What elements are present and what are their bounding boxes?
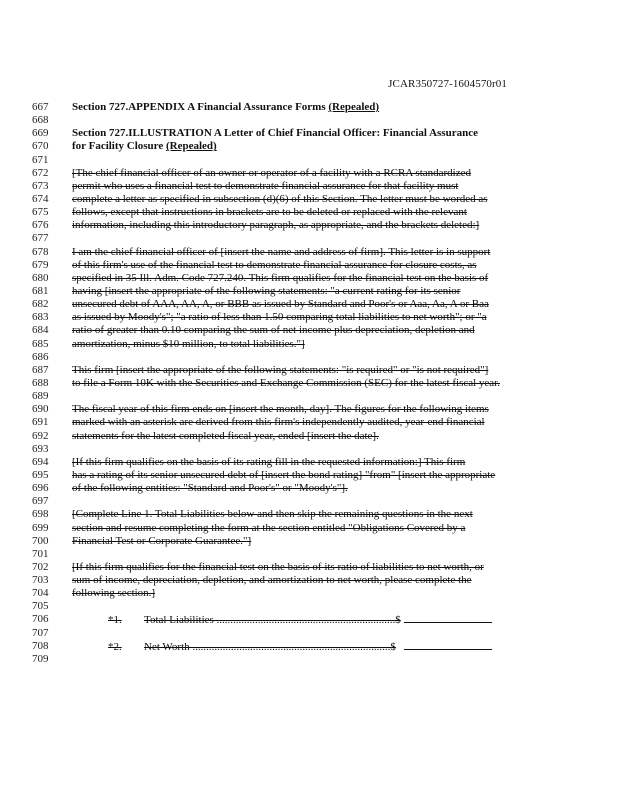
text-line — [32, 311, 552, 324]
text-line — [32, 495, 552, 508]
line-text — [72, 324, 552, 337]
text-line — [32, 561, 552, 574]
line-text — [72, 351, 552, 364]
struck-text: ratio of greater than 0.10 comparing the sum of net income plus depreciation, depletion and — [72, 324, 475, 337]
line-number: 699 — [32, 521, 49, 534]
line-numbered-text — [32, 101, 552, 666]
line-number: 704 — [32, 587, 49, 600]
text-line — [32, 469, 552, 482]
line-text — [72, 167, 552, 180]
text-line — [32, 206, 552, 219]
line-text — [72, 259, 552, 272]
line-number: 709 — [32, 652, 49, 665]
repealed-marker: (Repealed) — [328, 101, 380, 113]
struck-text: marked with an asterisk are derived from this firm's independently audited, year-end financial — [72, 416, 485, 429]
line-number: 693 — [32, 442, 49, 455]
text-line — [32, 232, 552, 245]
struck-text: section and resume completing the form at the section entitled "Obligations Covered by a — [72, 521, 466, 534]
form-item-label: Net Worth ........................................................................$ — [144, 640, 396, 653]
amount-blank — [404, 640, 492, 650]
text-line — [32, 101, 552, 114]
line-text — [72, 587, 552, 600]
line-text — [72, 246, 552, 259]
line-number: 672 — [32, 166, 49, 179]
line-number: 667 — [32, 101, 49, 113]
line-text — [72, 364, 552, 377]
line-text — [72, 613, 552, 626]
line-text — [72, 377, 552, 390]
text-line — [32, 154, 552, 167]
line-number: 701 — [32, 547, 49, 560]
line-text — [72, 390, 552, 403]
repealed-marker: (Repealed) — [166, 140, 217, 153]
line-text — [72, 495, 552, 508]
line-number: 669 — [32, 127, 49, 140]
struck-text: of this firm's use of the financial test to demonstrate financial assurance for closure costs, as — [72, 258, 477, 271]
line-text — [72, 140, 552, 153]
line-text — [72, 127, 552, 140]
line-number: 668 — [32, 114, 49, 127]
line-text — [72, 548, 552, 561]
form-item-number: *1. — [108, 614, 122, 627]
line-text — [72, 600, 552, 613]
line-text — [72, 193, 552, 206]
line-text — [72, 232, 552, 245]
text-line — [32, 140, 552, 153]
struck-text: information, including this introductory paragraph, as appropriate, and the brackets deleted:] — [72, 219, 480, 232]
text-line — [32, 246, 552, 259]
line-number: 703 — [32, 574, 49, 587]
text-line — [32, 535, 552, 548]
struck-text: sum of income, depreciation, depletion, and amortization to net worth, please complete the — [72, 574, 472, 587]
line-number: 706 — [32, 613, 49, 626]
line-text — [72, 469, 552, 482]
line-number: 671 — [32, 153, 49, 166]
line-text — [72, 180, 552, 193]
text-line — [32, 600, 552, 613]
line-number: 702 — [32, 560, 49, 573]
struck-text: [If this firm qualifies for the financial test on the basis of its ratio of liabilities to net worth, or — [72, 560, 484, 573]
text-line — [32, 338, 552, 351]
line-text — [72, 653, 552, 666]
text-line — [32, 653, 552, 666]
line-number: 692 — [32, 429, 49, 442]
line-text — [72, 154, 552, 167]
struck-text: following section.] — [72, 587, 156, 600]
line-number: 697 — [32, 495, 49, 508]
text-line — [32, 390, 552, 403]
line-text — [72, 627, 552, 640]
line-number: 688 — [32, 376, 49, 389]
text-line — [32, 627, 552, 640]
line-text — [72, 298, 552, 311]
text-line — [32, 508, 552, 521]
line-text — [72, 206, 552, 219]
line-number: 679 — [32, 258, 49, 271]
text-line — [32, 272, 552, 285]
line-text — [72, 338, 552, 351]
struck-text: having [insert the appropriate of the following statements: "a current rating for its senior — [72, 284, 461, 297]
struck-text: [The chief financial officer of an owner or operator of a facility with a RCRA standardized — [72, 166, 472, 179]
line-text — [72, 443, 552, 456]
line-number: 674 — [32, 192, 49, 205]
struck-text: [Complete Line 1. Total Liabilities below and then skip the remaining questions in the next — [72, 508, 473, 521]
line-text — [72, 311, 552, 324]
text-line — [32, 114, 552, 127]
form-item-number: *2. — [108, 640, 122, 653]
text-line — [32, 574, 552, 587]
text-line — [32, 613, 552, 626]
section-heading-text: for Facility Closure — [72, 140, 166, 153]
text-line — [32, 482, 552, 495]
line-number: 689 — [32, 390, 49, 403]
line-text — [72, 522, 552, 535]
line-number: 690 — [32, 403, 49, 416]
text-line — [32, 416, 552, 429]
text-line — [32, 364, 552, 377]
line-number: 686 — [32, 350, 49, 363]
line-number: 700 — [32, 534, 49, 547]
document-id: JCAR350727-1604570r01 — [388, 78, 507, 90]
line-number: 677 — [32, 232, 49, 245]
line-text — [72, 482, 552, 495]
line-number: 684 — [32, 324, 49, 337]
line-number: 681 — [32, 284, 49, 297]
text-line — [32, 548, 552, 561]
text-line — [32, 298, 552, 311]
line-number: 670 — [32, 140, 49, 153]
text-line — [32, 324, 552, 337]
text-line — [32, 219, 552, 232]
struck-text: [If this firm qualifies on the basis of its rating fill in the requested information:] This firm — [72, 455, 466, 468]
text-line — [32, 259, 552, 272]
struck-text: of the following entities: "Standard and Poor's" or "Moody's"]. — [72, 482, 348, 495]
struck-text: statements for the latest completed fiscal year, ended [insert the date]. — [72, 429, 379, 442]
line-number: 691 — [32, 416, 49, 429]
line-number: 682 — [32, 298, 49, 311]
text-line — [32, 285, 552, 298]
struck-text: follows, except that instructions in brackets are to be deleted or replaced with the relevant — [72, 206, 467, 219]
line-number: 694 — [32, 455, 49, 468]
line-number: 695 — [32, 468, 49, 481]
struck-text: unsecured debt of AAA, AA, A, or BBB as issued by Standard and Poor's or Aaa, Aa, A or Baa — [72, 298, 489, 311]
line-text — [72, 219, 552, 232]
struck-text: amortization, minus $10 million, to total liabilities."] — [72, 337, 305, 350]
line-text — [72, 508, 552, 521]
line-text — [72, 285, 552, 298]
text-line — [32, 430, 552, 443]
line-text — [72, 456, 552, 469]
line-text — [72, 535, 552, 548]
line-number: 687 — [32, 363, 49, 376]
line-number: 698 — [32, 508, 49, 521]
text-line — [32, 127, 552, 140]
text-line — [32, 167, 552, 180]
struck-text: has a rating of its senior unsecured debt of [insert the bond rating] "from" [insert the appropriate — [72, 468, 496, 481]
line-number: 676 — [32, 219, 49, 232]
struck-text: specified in 35 Ill. Adm. Code 727.240. This firm qualifies for the financial test on the basis of — [72, 271, 489, 284]
struck-text: I am the chief financial officer of [insert the name and address of firm]. This letter is in support — [72, 245, 491, 258]
text-line — [32, 587, 552, 600]
text-line — [32, 403, 552, 416]
line-number: 675 — [32, 206, 49, 219]
line-number: 673 — [32, 179, 49, 192]
struck-text: The fiscal year of this firm ends on [insert the month, day]. The figures for the following items — [72, 403, 489, 416]
form-item-label: Total Liabilities .................................................................$ — [144, 614, 401, 627]
text-line — [32, 640, 552, 653]
line-text — [72, 272, 552, 285]
text-line — [32, 522, 552, 535]
text-line — [32, 456, 552, 469]
struck-text: Financial Test or Corporate Guarantee."] — [72, 534, 252, 547]
line-text — [72, 561, 552, 574]
line-number: 678 — [32, 245, 49, 258]
line-text — [72, 101, 552, 114]
text-line — [32, 180, 552, 193]
line-text — [72, 430, 552, 443]
line-text — [72, 640, 552, 653]
text-line — [32, 443, 552, 456]
line-number: 685 — [32, 337, 49, 350]
amount-blank — [404, 613, 492, 623]
line-text — [72, 416, 552, 429]
struck-text: to file a Form 10K with the Securities and Exchange Commission (SEC) for the latest fiscal year. — [72, 376, 500, 389]
struck-text: complete a letter as specified in subsection (d)(6) of this Section. The letter must be worded as — [72, 192, 488, 205]
text-line — [32, 351, 552, 364]
line-number: 707 — [32, 626, 49, 639]
line-text — [72, 403, 552, 416]
line-number: 680 — [32, 271, 49, 284]
section-heading-text: Section 727.ILLUSTRATION A Letter of Chief Financial Officer: Financial Assurance — [72, 127, 478, 140]
line-text — [72, 574, 552, 587]
struck-text: This firm [insert the appropriate of the following statements: "is required" or "is not required"] — [72, 363, 489, 376]
struck-text: as issued by Moody's"; "a ratio of less than 1.50 comparing total liabilities to net worth"; or "a — [72, 311, 487, 324]
line-number: 683 — [32, 311, 49, 324]
section-heading-text: Section 727.APPENDIX A Financial Assurance Forms — [72, 101, 329, 113]
line-number: 696 — [32, 482, 49, 495]
line-number: 705 — [32, 600, 49, 613]
text-line — [32, 193, 552, 206]
line-text — [72, 114, 552, 127]
text-line — [32, 377, 552, 390]
struck-text: permit who uses a financial test to demonstrate financial assurance for that facility must — [72, 179, 459, 192]
line-number: 708 — [32, 639, 49, 652]
